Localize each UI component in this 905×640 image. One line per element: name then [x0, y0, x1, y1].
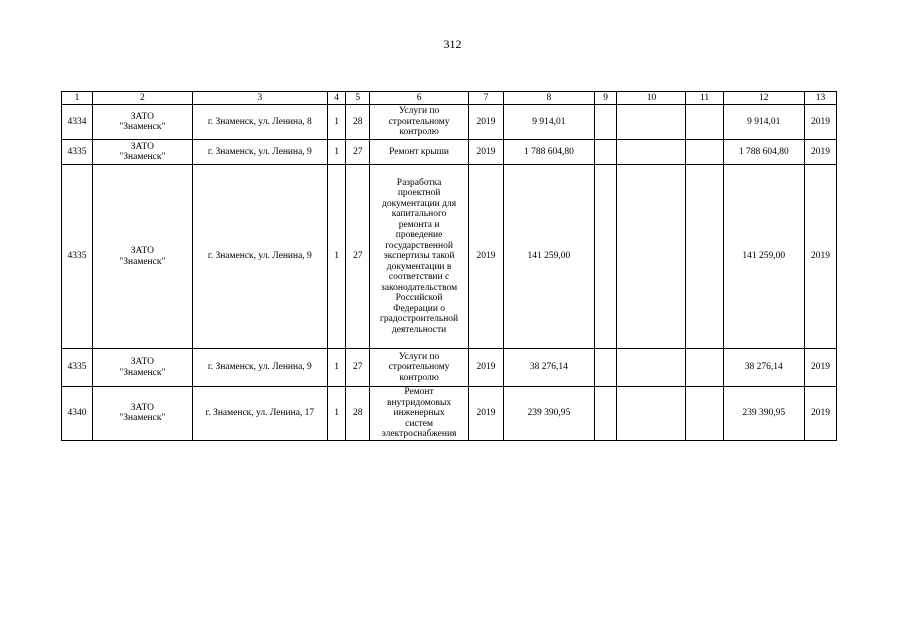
address: г. Знаменск, ул. Ленина, 17 [192, 387, 327, 441]
completion-year: 2019 [804, 140, 836, 165]
col-11-value [686, 140, 723, 165]
col-4-value: 1 [327, 349, 346, 387]
column-number-3: 3 [192, 92, 327, 105]
row-id: 4340 [62, 387, 93, 441]
work-type: Услуги по строительному контролю [370, 349, 469, 387]
column-number-8: 8 [504, 92, 595, 105]
row-id: 4335 [62, 140, 93, 165]
total-cost: 9 914,01 [504, 105, 595, 140]
col-10-value [617, 165, 686, 349]
work-type: Услуги по строительному контролю [370, 105, 469, 140]
cost-amount: 1 788 604,80 [723, 140, 804, 165]
column-number-row [62, 92, 837, 105]
table-row [62, 165, 837, 349]
table-row [62, 349, 837, 387]
col-10-value [617, 349, 686, 387]
municipality: ЗАТО "Знаменск" [92, 349, 192, 387]
col-4-value: 1 [327, 105, 346, 140]
col-4-value: 1 [327, 387, 346, 441]
address: г. Знаменск, ул. Ленина, 9 [192, 165, 327, 349]
col-10-value [617, 140, 686, 165]
repair-registry-table [61, 91, 837, 441]
col-11-value [686, 349, 723, 387]
total-cost: 141 259,00 [504, 165, 595, 349]
column-number-9: 9 [594, 92, 617, 105]
column-number-11: 11 [686, 92, 723, 105]
work-type: Разработка проектной документации для капитального ремонта и проведение государственной экспертизы такой документации в соответствии с законодательством Российской Федерации о градостроительной деятельности [370, 165, 469, 349]
col-9-value [594, 105, 617, 140]
col-9-value [594, 349, 617, 387]
column-number-13: 13 [804, 92, 836, 105]
cost-amount: 38 276,14 [723, 349, 804, 387]
col-5-value: 27 [346, 165, 370, 349]
table-row [62, 140, 837, 165]
col-5-value: 27 [346, 349, 370, 387]
cost-amount: 141 259,00 [723, 165, 804, 349]
column-number-10: 10 [617, 92, 686, 105]
year: 2019 [469, 105, 504, 140]
column-number-4: 4 [327, 92, 346, 105]
completion-year: 2019 [804, 105, 836, 140]
year: 2019 [469, 140, 504, 165]
total-cost: 1 788 604,80 [504, 140, 595, 165]
table-row [62, 387, 837, 441]
column-number-12: 12 [723, 92, 804, 105]
year: 2019 [469, 349, 504, 387]
col-9-value [594, 140, 617, 165]
cost-amount: 9 914,01 [723, 105, 804, 140]
municipality: ЗАТО "Знаменск" [92, 140, 192, 165]
total-cost: 38 276,14 [504, 349, 595, 387]
address: г. Знаменск, ул. Ленина, 9 [192, 349, 327, 387]
row-id: 4335 [62, 165, 93, 349]
col-9-value [594, 387, 617, 441]
col-9-value [594, 165, 617, 349]
column-number-6: 6 [370, 92, 469, 105]
completion-year: 2019 [804, 349, 836, 387]
municipality: ЗАТО "Знаменск" [92, 387, 192, 441]
col-10-value [617, 387, 686, 441]
municipality: ЗАТО "Знаменск" [92, 165, 192, 349]
row-id: 4334 [62, 105, 93, 140]
work-type: Ремонт внутридомовых инженерных систем электроснабжения [370, 387, 469, 441]
page-number: 312 [443, 37, 462, 51]
work-type: Ремонт крыши [370, 140, 469, 165]
municipality: ЗАТО "Знаменск" [92, 105, 192, 140]
col-4-value: 1 [327, 165, 346, 349]
address: г. Знаменск, ул. Ленина, 8 [192, 105, 327, 140]
completion-year: 2019 [804, 387, 836, 441]
column-number-1: 1 [62, 92, 93, 105]
col-5-value: 28 [346, 387, 370, 441]
col-4-value: 1 [327, 140, 346, 165]
col-10-value [617, 105, 686, 140]
completion-year: 2019 [804, 165, 836, 349]
column-number-2: 2 [92, 92, 192, 105]
year: 2019 [469, 165, 504, 349]
address: г. Знаменск, ул. Ленина, 9 [192, 140, 327, 165]
col-5-value: 27 [346, 140, 370, 165]
cost-amount: 239 390,95 [723, 387, 804, 441]
year: 2019 [469, 387, 504, 441]
col-11-value [686, 165, 723, 349]
col-11-value [686, 387, 723, 441]
col-11-value [686, 105, 723, 140]
table-row [62, 105, 837, 140]
col-5-value: 28 [346, 105, 370, 140]
row-id: 4335 [62, 349, 93, 387]
column-number-5: 5 [346, 92, 370, 105]
total-cost: 239 390,95 [504, 387, 595, 441]
column-number-7: 7 [469, 92, 504, 105]
